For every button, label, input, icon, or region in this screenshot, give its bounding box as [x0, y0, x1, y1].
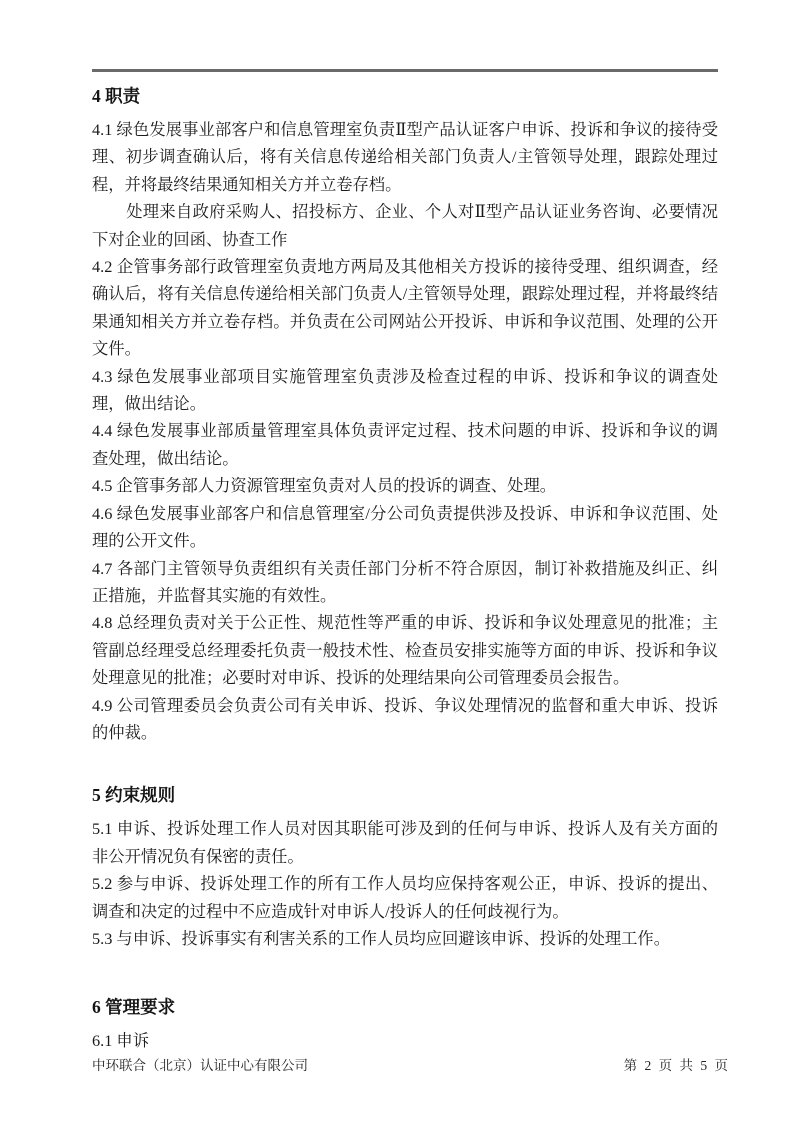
paragraph-6-1: 6.1 申诉 — [92, 1031, 149, 1051]
footer-company-name: 中环联合（北京）认证中心有限公司 — [92, 1058, 308, 1073]
paragraph-5-2: 5.2 参与申诉、投诉处理工作的所有工作人员均应保持客观公正，申诉、投诉的提出、调查和决定的过程中不应造成针对申诉人/投诉人的任何歧视行为。 — [92, 874, 718, 921]
paragraph-4-8: 4.8 总经理负责对关于公正性、规范性等严重的申诉、投诉和争议处理意见的批准；主管副总经理受总经理委托负责一般技术性、检查员安排实施等方面的申诉、投诉和争议处理意见的批准；必要时对申诉、投诉的处理结果向公司管理委员会报告。 — [92, 613, 718, 688]
paragraph-4-1: 4.1 绿色发展事业部客户和信息管理室负责Ⅱ型产品认证客户申诉、投诉和争议的接待受理、初步调查确认后，将有关信息传递给相关部门负责人/主管领导处理，跟踪处理过程，并将最终结果通知相关方并立卷存档。 — [92, 120, 718, 194]
paragraph-4-6: 4.6 绿色发展事业部客户和信息管理室/分公司负责提供涉及投诉、申诉和争议范围、处理的公开文件。 — [92, 503, 718, 551]
paragraph-4-5: 4.5 企管事务部人力资源管理室负责对人员的投诉的调查、处理。 — [92, 476, 557, 496]
paragraph-4-7: 4.7 各部门主管领导负责组织有关责任部门分析不符合原因，制订补救措施及纠正、纠正措施，并监督其实施的有效性。 — [92, 558, 718, 605]
paragraph-5-1: 5.1 申诉、投诉处理工作人员对因其职能可涉及到的任何与申诉、投诉人及有关方面的非公开情况负有保密的责任。 — [92, 819, 718, 866]
section-heading-5: 5 约束规则 — [92, 785, 176, 806]
section-heading-4: 4 职责 — [92, 86, 141, 106]
paragraph-4-1-note: 处理来自政府采购人、招投标方、企业、个人对Ⅱ型产品认证业务咨询、必要情况下对企业的回函、协查工作 — [92, 202, 718, 249]
section-responsibilities — [92, 83, 718, 746]
paragraph-4-2: 4.2 企管事务部行政管理室负责地方两局及其他相关方投诉的接待受理、组织调查，经确认后，将有关信息传递给相关部门负责人/主管领导处理，跟踪处理过程，并将最终结果通知相关方并立卷存档。并负责在公司网站公开投诉、申诉和争议范围、处理的公开文件。 — [92, 257, 718, 359]
paragraph-5-3: 5.3 与申诉、投诉事实有利害关系的工作人员均应回避该申诉、投诉的处理工作。 — [92, 928, 670, 948]
paragraph-4-9: 4.9 公司管理委员会负责公司有关申诉、投诉、争议处理情况的监督和重大申诉、投诉的仲裁。 — [92, 695, 718, 742]
section-management-requirements — [92, 994, 718, 1054]
document-content — [92, 69, 718, 1055]
paragraph-4-4: 4.4 绿色发展事业部质量管理室具体负责评定过程、技术问题的申诉、投诉和争议的调查处理，做出结论。 — [92, 421, 718, 468]
section-constraint-rules — [92, 782, 718, 952]
header-rule — [92, 69, 718, 72]
page-footer — [92, 1056, 730, 1076]
paragraph-4-3: 4.3 绿色发展事业部项目实施管理室负责涉及检查过程的申诉、投诉和争议的调查处理，做出结论。 — [92, 366, 718, 414]
footer-page-number: 第 2 页 共 5 页 — [623, 1058, 730, 1073]
section-heading-6: 6 管理要求 — [92, 997, 176, 1018]
